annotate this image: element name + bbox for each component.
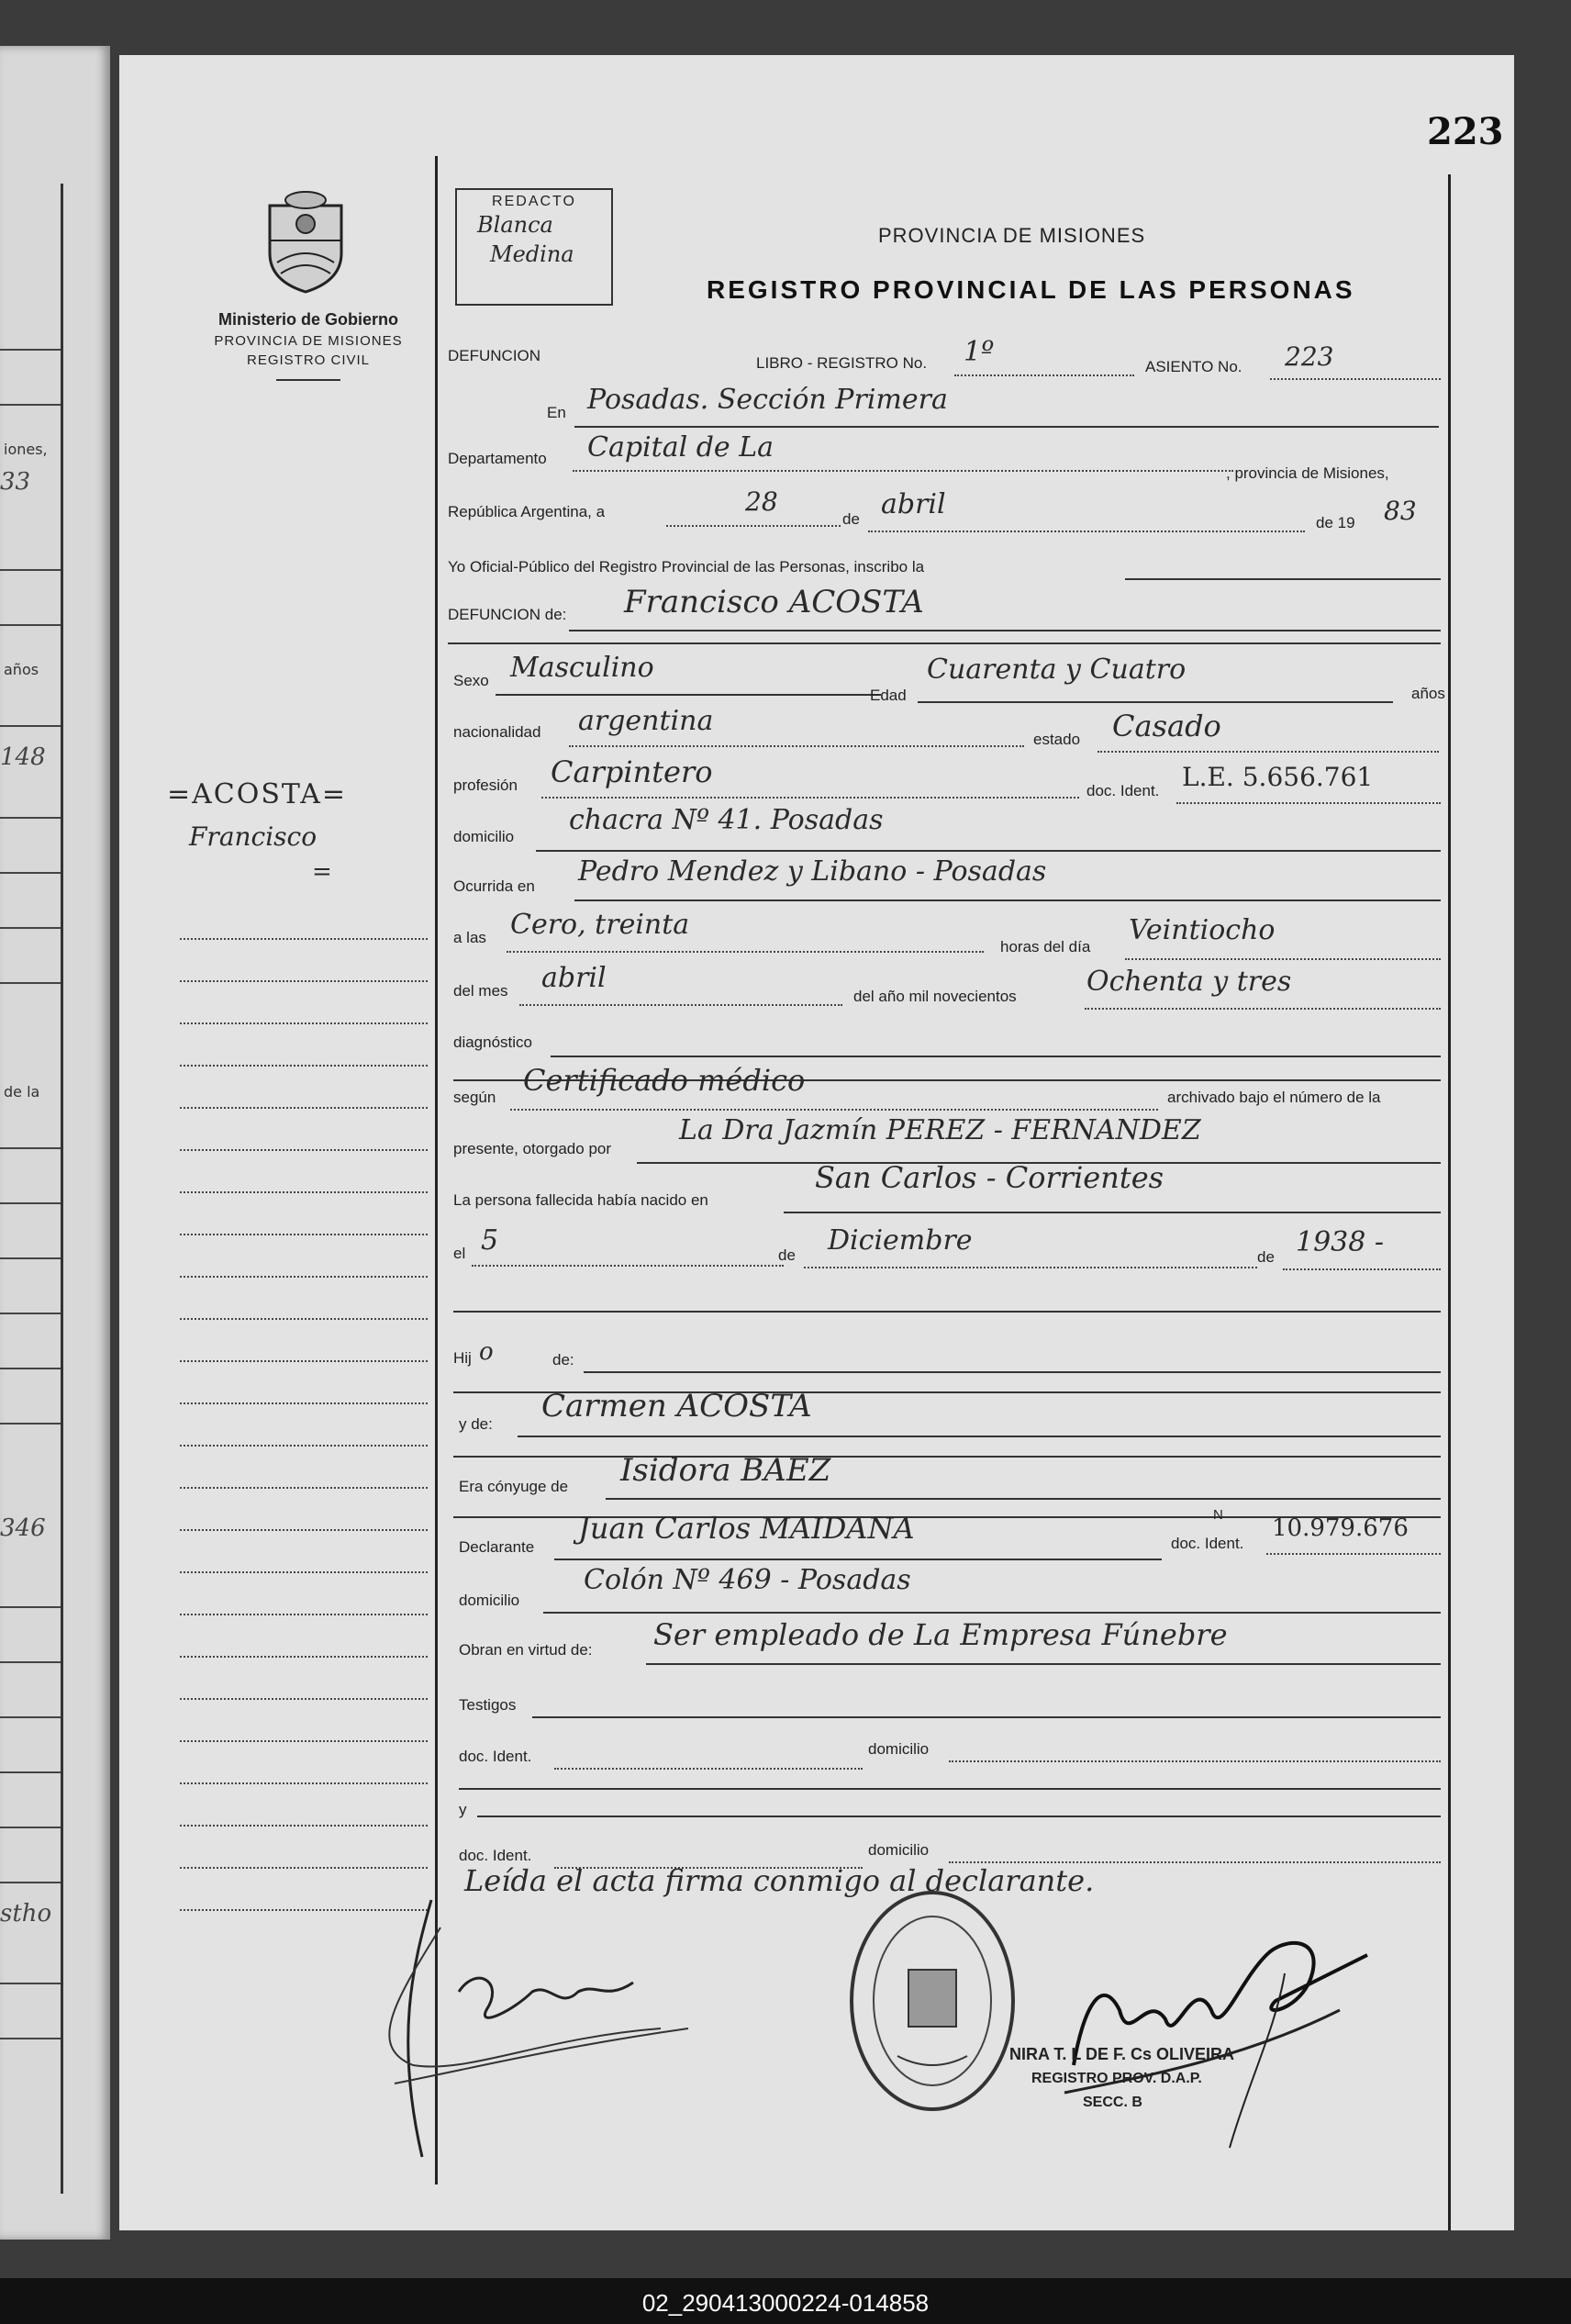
asiento-value: 223 — [1285, 341, 1334, 372]
decl-domicilio-label: domicilio — [459, 1592, 520, 1609]
officer-stamp-line-1: NIRA T. L DE F. Cs OLIVEIRA — [1009, 2045, 1235, 2063]
libro-value: 1º — [964, 336, 995, 368]
prev-page-line — [0, 982, 61, 984]
prev-page-hand: 148 — [0, 743, 46, 771]
scan-footer — [0, 2278, 1571, 2324]
alas-label: a las — [453, 929, 486, 946]
official-stamp-icon — [842, 1882, 1022, 2120]
redacto-name-1: Blanca — [477, 212, 553, 238]
presente-value: La Dra Jazmín PEREZ - FERNANDEZ — [679, 1114, 1201, 1146]
libro-label: LIBRO - REGISTRO No. — [756, 354, 928, 372]
segun-line — [510, 1109, 1158, 1111]
yde-extra-line — [453, 1456, 1441, 1458]
declarante-line — [554, 1559, 1162, 1560]
ocurrida-label: Ocurrida en — [453, 877, 535, 895]
en-label: En — [547, 404, 566, 421]
declarant-signature-icon — [358, 1891, 707, 2166]
prev-page-line — [0, 1661, 61, 1663]
prev-page-line — [0, 1882, 61, 1883]
blank-line — [453, 1311, 1441, 1313]
republica-label: República Argentina, a — [448, 503, 606, 520]
y-label: y — [459, 1801, 467, 1818]
departamento-label: Departamento — [448, 450, 547, 467]
el-mes-value: Diciembre — [828, 1224, 973, 1257]
prev-page-text: iones, — [4, 441, 48, 458]
el-dia-value: 5 — [481, 1224, 499, 1257]
profesion-line — [541, 797, 1079, 799]
redacto-name-2: Medina — [490, 241, 574, 267]
page-number: 223 — [1427, 110, 1504, 153]
prev-page-line — [0, 1202, 61, 1204]
decl-doc-prefix: N — [1213, 1507, 1223, 1523]
margin-rule — [180, 1402, 428, 1404]
horas-line — [1125, 958, 1441, 960]
redacto-label: REDACTO — [492, 194, 576, 209]
y-line — [477, 1816, 1441, 1817]
officer-signature-icon — [1046, 1918, 1395, 2157]
testigos-line — [532, 1716, 1441, 1718]
presente-label: presente, otorgado por — [453, 1140, 612, 1157]
margin-rule — [180, 1867, 428, 1869]
margin-rule — [180, 1360, 428, 1362]
margin-rule — [180, 1487, 428, 1489]
ministry-header — [180, 310, 437, 381]
el-de-label: de — [778, 1246, 796, 1264]
alas-value: Cero, treinta — [510, 909, 690, 941]
sexo-value: Masculino — [510, 652, 654, 684]
prev-page-line — [0, 817, 61, 819]
domicilio-label: domicilio — [453, 828, 515, 845]
delmes-label: del mes — [453, 982, 508, 1000]
departamento-line — [573, 470, 1233, 472]
prev-page-line — [0, 1771, 61, 1773]
ministry-province: PROVINCIA DE MISIONES — [214, 333, 403, 349]
prev-page-line — [0, 1983, 61, 1984]
libro-line — [954, 374, 1134, 376]
margin-rule — [180, 1149, 428, 1151]
diagnostico-line — [551, 1056, 1441, 1057]
el-anio-line — [1283, 1268, 1441, 1270]
asiento-label: ASIENTO No. — [1145, 358, 1242, 375]
right-border — [1448, 174, 1451, 2230]
margin-rule — [180, 1065, 428, 1067]
estado-line — [1097, 751, 1439, 753]
ocurrida-line — [574, 899, 1441, 901]
t2-dom-label: domicilio — [868, 1841, 930, 1859]
nacionalidad-label: nacionalidad — [453, 723, 541, 741]
anio-value: 83 — [1384, 496, 1417, 526]
asiento-line — [1270, 378, 1441, 380]
prev-page-line — [0, 1423, 61, 1425]
edad-label: Edad — [870, 687, 907, 704]
prev-page-line — [0, 1827, 61, 1828]
hijo-de-label: de: — [552, 1351, 574, 1369]
margin-note-mark: = — [312, 858, 332, 886]
mes-line — [868, 531, 1305, 532]
t-doc-label: doc. Ident. — [459, 1748, 532, 1765]
el-label: el — [453, 1245, 466, 1262]
diagnostico-label: diagnóstico — [453, 1034, 533, 1051]
prev-page-hand: 33 — [0, 468, 31, 496]
header-province: PROVINCIA DE MISIONES — [878, 224, 1146, 247]
margin-rule — [180, 938, 428, 940]
prev-page-line — [0, 569, 61, 571]
profesion-label: profesión — [453, 777, 518, 794]
dia-line — [666, 525, 841, 527]
domicilio-line — [536, 850, 1441, 852]
margin-rule — [180, 1782, 428, 1784]
defuncion-extra-line — [448, 642, 1441, 644]
testigos-label: Testigos — [459, 1696, 517, 1714]
edad-line — [918, 701, 1393, 703]
margin-rule — [180, 1740, 428, 1742]
margin-rule — [180, 1825, 428, 1827]
conyuge-value: Isidora BAEZ — [620, 1452, 831, 1489]
sexo-line — [496, 694, 881, 696]
delmes-line — [519, 1004, 842, 1006]
estado-label: estado — [1033, 731, 1081, 748]
dia-value: 28 — [745, 486, 778, 517]
anio-mil-value: Ochenta y tres — [1086, 966, 1292, 998]
oficial-text: Yo Oficial-Público del Registro Provincial de las Personas, inscribo la — [448, 558, 925, 575]
prev-page-line — [0, 1606, 61, 1608]
domicilio-value: chacra Nº 41. Posadas — [569, 804, 884, 836]
el-dia-line — [472, 1265, 784, 1267]
doc-ident-line — [1176, 802, 1441, 804]
segun-value: Certificado médico — [523, 1063, 806, 1098]
ministry-rule — [276, 379, 340, 381]
nacionalidad-value: argentina — [578, 705, 714, 737]
prev-page-line — [0, 1313, 61, 1314]
margin-rule — [180, 1614, 428, 1615]
prev-page-text: de la — [4, 1083, 40, 1101]
doc-ident-label: doc. Ident. — [1086, 782, 1160, 799]
margin-rule — [180, 1571, 428, 1573]
margin-rule — [180, 1276, 428, 1278]
oficial-line — [1125, 578, 1441, 580]
officer-stamp-line-3: SECC. B — [1083, 2095, 1142, 2110]
obran-line — [646, 1663, 1441, 1665]
prev-page-line — [0, 1257, 61, 1259]
decl-domicilio-value: Colón Nº 469 - Posadas — [584, 1564, 911, 1596]
prev-page-line — [0, 927, 61, 929]
margin-rule — [180, 1445, 428, 1447]
obran-label: Obran en virtud de: — [459, 1641, 593, 1659]
yde-value: Carmen ACOSTA — [541, 1388, 812, 1425]
margin-rule — [180, 1529, 428, 1531]
t2-doc-label: doc. Ident. — [459, 1847, 532, 1864]
decl-domicilio-line — [543, 1612, 1441, 1614]
el-de2-label: de — [1257, 1248, 1275, 1266]
prev-page-rule — [61, 184, 63, 2194]
anos-label: años — [1411, 685, 1445, 702]
en-line — [574, 426, 1439, 428]
redacto-stamp — [455, 188, 613, 306]
prev-page-line — [0, 624, 61, 626]
obran-value: Ser empleado de La Empresa Fúnebre — [653, 1617, 1228, 1652]
horas-value: Veintiocho — [1129, 914, 1276, 946]
departamento-value: Capital de La — [587, 431, 774, 464]
prev-page-hand: stho — [0, 1900, 52, 1927]
margin-rule — [180, 1107, 428, 1109]
margin-rule — [180, 1234, 428, 1235]
margin-rule — [180, 980, 428, 982]
en-value: Posadas. Sección Primera — [587, 384, 948, 416]
prev-page-line — [0, 349, 61, 351]
form-type-label: DEFUNCION — [448, 347, 541, 364]
prev-page-line — [0, 872, 61, 874]
declarante-label: Declarante — [459, 1538, 535, 1556]
nacido-line — [784, 1212, 1441, 1213]
anio-mil-line — [1085, 1008, 1441, 1010]
decl-doc-line — [1266, 1553, 1441, 1555]
margin-rule — [180, 1698, 428, 1700]
de-label: de — [842, 510, 860, 528]
prev-page-line — [0, 1368, 61, 1369]
prev-page-line — [0, 404, 61, 406]
provincial-seal-icon — [261, 189, 351, 296]
header-registry: REGISTRO PROVINCIAL DE LAS PERSONAS — [707, 275, 1355, 304]
anio-mil-label: del año mil novecientos — [853, 988, 1017, 1005]
alas-line — [507, 951, 984, 953]
nacido-label: La persona fallecida había nacido en — [453, 1191, 708, 1209]
defuncion-de-line — [569, 630, 1441, 631]
conyuge-line — [606, 1498, 1441, 1500]
delmes-value: abril — [541, 962, 607, 994]
margin-divider — [435, 156, 438, 2184]
t-doc-line — [554, 1768, 863, 1770]
estado-value: Casado — [1112, 709, 1221, 743]
segun-label: según — [453, 1089, 496, 1106]
margin-rule — [180, 1191, 428, 1193]
conyuge-label: Era cónyuge de — [459, 1478, 569, 1495]
margin-rule — [180, 1022, 428, 1024]
nacionalidad-line — [569, 745, 1024, 747]
t-extra-line — [459, 1788, 1441, 1790]
prev-page-hand: 346 — [0, 1514, 46, 1542]
defuncion-de-label: DEFUNCION de: — [448, 606, 567, 623]
margin-rule — [180, 1656, 428, 1658]
prev-page-line — [0, 725, 61, 727]
prev-page-line — [0, 1147, 61, 1149]
defuncion-de-value: Francisco ACOSTA — [624, 584, 924, 620]
ocurrida-value: Pedro Mendez y Libano - Posadas — [578, 855, 1047, 888]
hijo-de-line — [584, 1371, 1441, 1373]
nacido-value: San Carlos - Corrientes — [815, 1160, 1164, 1195]
closing-text: Leída el acta firma conmigo al declarante. — [464, 1863, 1095, 1898]
ministry-name: Ministerio de Gobierno — [217, 310, 398, 329]
prev-page-line — [0, 2038, 61, 2039]
t-dom-line — [949, 1760, 1441, 1762]
profesion-value: Carpintero — [551, 754, 713, 789]
doc-ident-value: L.E. 5.656.761 — [1182, 762, 1374, 792]
margin-rule — [180, 1318, 428, 1320]
officer-stamp-line-2: REGISTRO PROV. D.A.P. — [1031, 2071, 1202, 2086]
ministry-office: REGISTRO CIVIL — [246, 352, 371, 368]
horas-label: horas del día — [1000, 938, 1091, 955]
de19-label: de 19 — [1316, 514, 1355, 531]
provincia-suffix: , provincia de Misiones, — [1226, 464, 1389, 482]
archivado-label: archivado bajo el número de la — [1167, 1089, 1381, 1106]
yde-label: y de: — [459, 1415, 493, 1433]
hijo-suffix: o — [479, 1338, 494, 1366]
prev-page-text: años — [4, 661, 39, 678]
mes-value: abril — [881, 488, 946, 520]
declarante-value: Juan Carlos MAIDANA — [578, 1511, 915, 1546]
edad-value: Cuarenta y Cuatro — [927, 654, 1187, 686]
decl-doc-value: 10.979.676 — [1272, 1514, 1409, 1542]
el-anio-value: 1938 - — [1296, 1226, 1385, 1258]
sexo-label: Sexo — [453, 672, 489, 689]
decl-doc-label: doc. Ident. — [1171, 1535, 1244, 1552]
t-dom-label: domicilio — [868, 1740, 930, 1758]
margin-note-surname: =ACOSTA= — [167, 778, 348, 810]
margin-note-given-name: Francisco — [189, 821, 318, 852]
el-mes-line — [804, 1267, 1257, 1268]
prev-page-line — [0, 1716, 61, 1718]
scan-id: 02_290413000224-014858 — [641, 2289, 930, 2317]
yde-line — [518, 1436, 1441, 1437]
hijo-label: Hij — [453, 1349, 472, 1367]
previous-page-edge — [0, 46, 110, 2240]
